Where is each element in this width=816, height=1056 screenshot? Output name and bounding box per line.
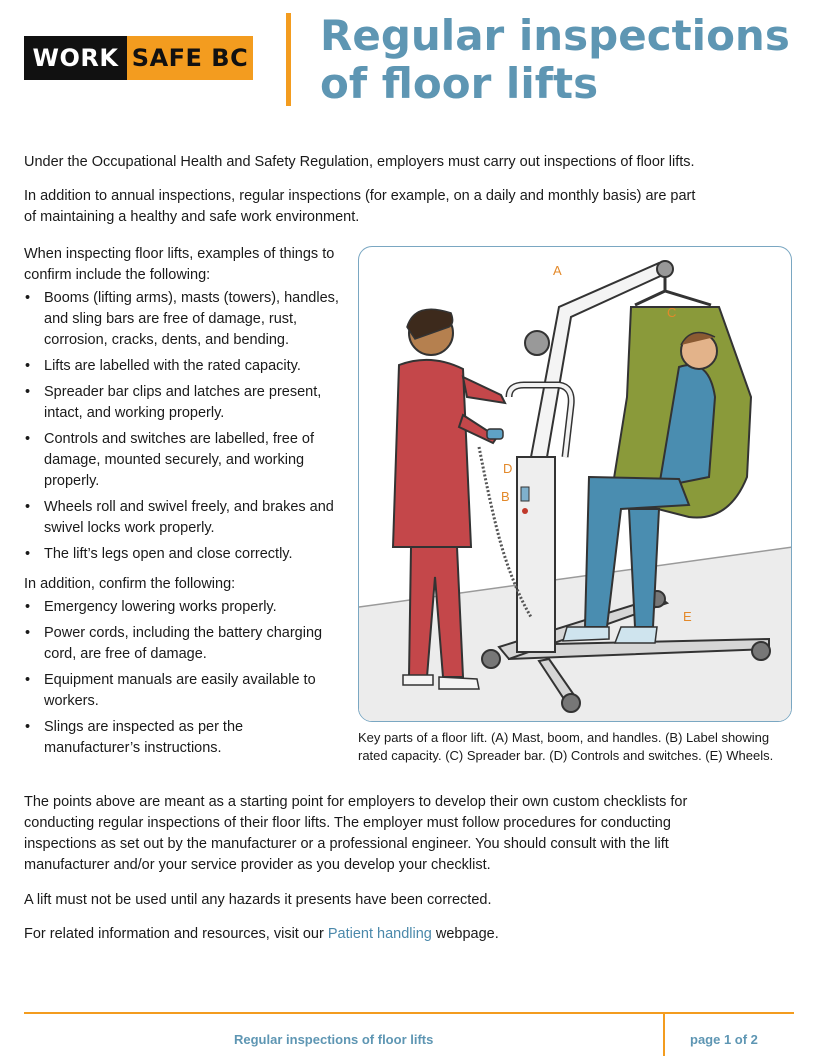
body-paragraph-3 — [24, 792, 687, 876]
intro-paragraph-1: Under the Occupational Health and Safety Regulation, employers must carry out inspections of floor lifts. — [24, 154, 695, 170]
list-item: • Equipment manuals are easily available to workers. — [25, 672, 316, 709]
body-paragraph-3-line-3: inspections as set out by the manufacturer or a professional engineer. You should consult with the lift — [24, 836, 669, 852]
list-item: • Spreader bar clips and latches are present, intact, and working properly. — [25, 384, 322, 421]
wheel-icon — [752, 642, 770, 660]
label-d: D — [503, 461, 513, 476]
footer-separator — [663, 1014, 665, 1056]
list-item-text: Controls and switches are labelled, free of damage, mounted securely, and working properly. — [44, 431, 315, 489]
label-e: E — [683, 609, 692, 624]
p5-text-after: webpage. — [431, 926, 499, 942]
boom-end-icon — [657, 261, 673, 277]
list-item-text: Wheels roll and swivel freely, and brakes and swivel locks work properly. — [44, 499, 334, 536]
list-item: • Power cords, including the battery charging cord, are free of damage. — [25, 625, 323, 662]
body-paragraph-3-line-2: conducting regular inspections of their floor lifts. The employer must follow procedures for conducting — [24, 815, 671, 831]
checklist-intro: When inspecting floor lifts, examples of things to confirm include the following: — [24, 246, 335, 283]
list-item-text: The lift’s legs open and close correctly. — [44, 546, 293, 562]
title-line-1: Regular inspections — [320, 11, 790, 60]
label-a: A — [553, 263, 562, 278]
checklist-list — [24, 288, 342, 565]
p5-text-before: For related information and resources, visit our — [24, 926, 328, 942]
body-paragraph-4: A lift must not be used until any hazards it presents have been corrected. — [24, 892, 492, 908]
patient-handling-link[interactable]: Patient handling — [327, 926, 432, 942]
header-divider — [286, 13, 291, 106]
label-c: C — [667, 305, 677, 320]
footer-page-number: page 1 of 2 — [690, 1032, 758, 1047]
additional-list — [24, 597, 342, 759]
list-item-text: Booms (lifting arms), masts (towers), handles, and sling bars are free of damage, rust, corrosion, cracks, dents, and bending. — [44, 290, 339, 348]
list-item-text: Slings are inspected as per the manufacturer’s instructions. — [44, 719, 244, 756]
list-item: • Booms (lifting arms), masts (towers), handles, and sling bars are free of damage, rust, corrosion, cracks, dents, and bending. — [25, 290, 339, 348]
list-item-text: Power cords, including the battery charging cord, are free of damage. — [44, 625, 323, 662]
page-title — [320, 12, 800, 108]
logo-safe-bc: SAFE BC — [127, 36, 253, 80]
intro-paragraph-2-line-1: In addition to annual inspections, regular inspections (for example, on a daily and monthly basis) are part — [24, 188, 696, 204]
list-item: • Slings are inspected as per the manufacturer’s instructions. — [25, 719, 244, 756]
list-item: • Wheels roll and swivel freely, and brakes and swivel locks work properly. — [25, 499, 334, 536]
list-item: • Emergency lowering works properly. — [25, 599, 277, 615]
footer-divider — [24, 1012, 794, 1014]
body-paragraph-3-line-1: The points above are meant as a starting point for employers to develop their own custom checklists for — [24, 794, 688, 810]
footer-title: Regular inspections of floor lifts — [234, 1032, 434, 1047]
intro-paragraph-2-line-2: of maintaining a healthy and safe work environment. — [24, 209, 360, 225]
wheel-icon — [482, 650, 500, 668]
body-paragraph-3-line-4: manufacturer and/or your service provider as you develop your checklist. — [24, 857, 491, 873]
list-item-text: Emergency lowering works properly. — [44, 599, 277, 615]
wheel-icon — [562, 694, 580, 712]
list-item-text: Spreader bar clips and latches are present, intact, and working properly. — [44, 384, 322, 421]
figure-caption: Key parts of a floor lift. (A) Mast, boom, and handles. (B) Label showing rated capacity. (C) Spreader bar. (D) Controls and switches. (E) Wheels. — [358, 730, 774, 763]
list-item-text: Lifts are labelled with the rated capacity. — [44, 358, 301, 374]
title-line-2: of floor lifts — [320, 59, 599, 108]
intro-paragraph-2 — [24, 186, 695, 228]
floor-lift-illustration — [358, 246, 792, 722]
logo-work: WORK — [24, 36, 127, 80]
boom-pivot-icon — [525, 331, 549, 355]
list-item: • Controls and switches are labelled, free of damage, mounted securely, and working properly. — [25, 431, 315, 489]
list-item: • Lifts are labelled with the rated capacity. — [25, 358, 301, 374]
body-paragraph-5 — [24, 924, 499, 945]
additional-intro: In addition, confirm the following: — [24, 576, 236, 592]
worksafebc-logo — [24, 36, 253, 80]
label-b: B — [501, 489, 510, 504]
list-item-text: Equipment manuals are easily available to workers. — [44, 672, 316, 709]
checklist-column — [24, 244, 342, 764]
list-item: • The lift’s legs open and close correctly. — [25, 546, 293, 562]
